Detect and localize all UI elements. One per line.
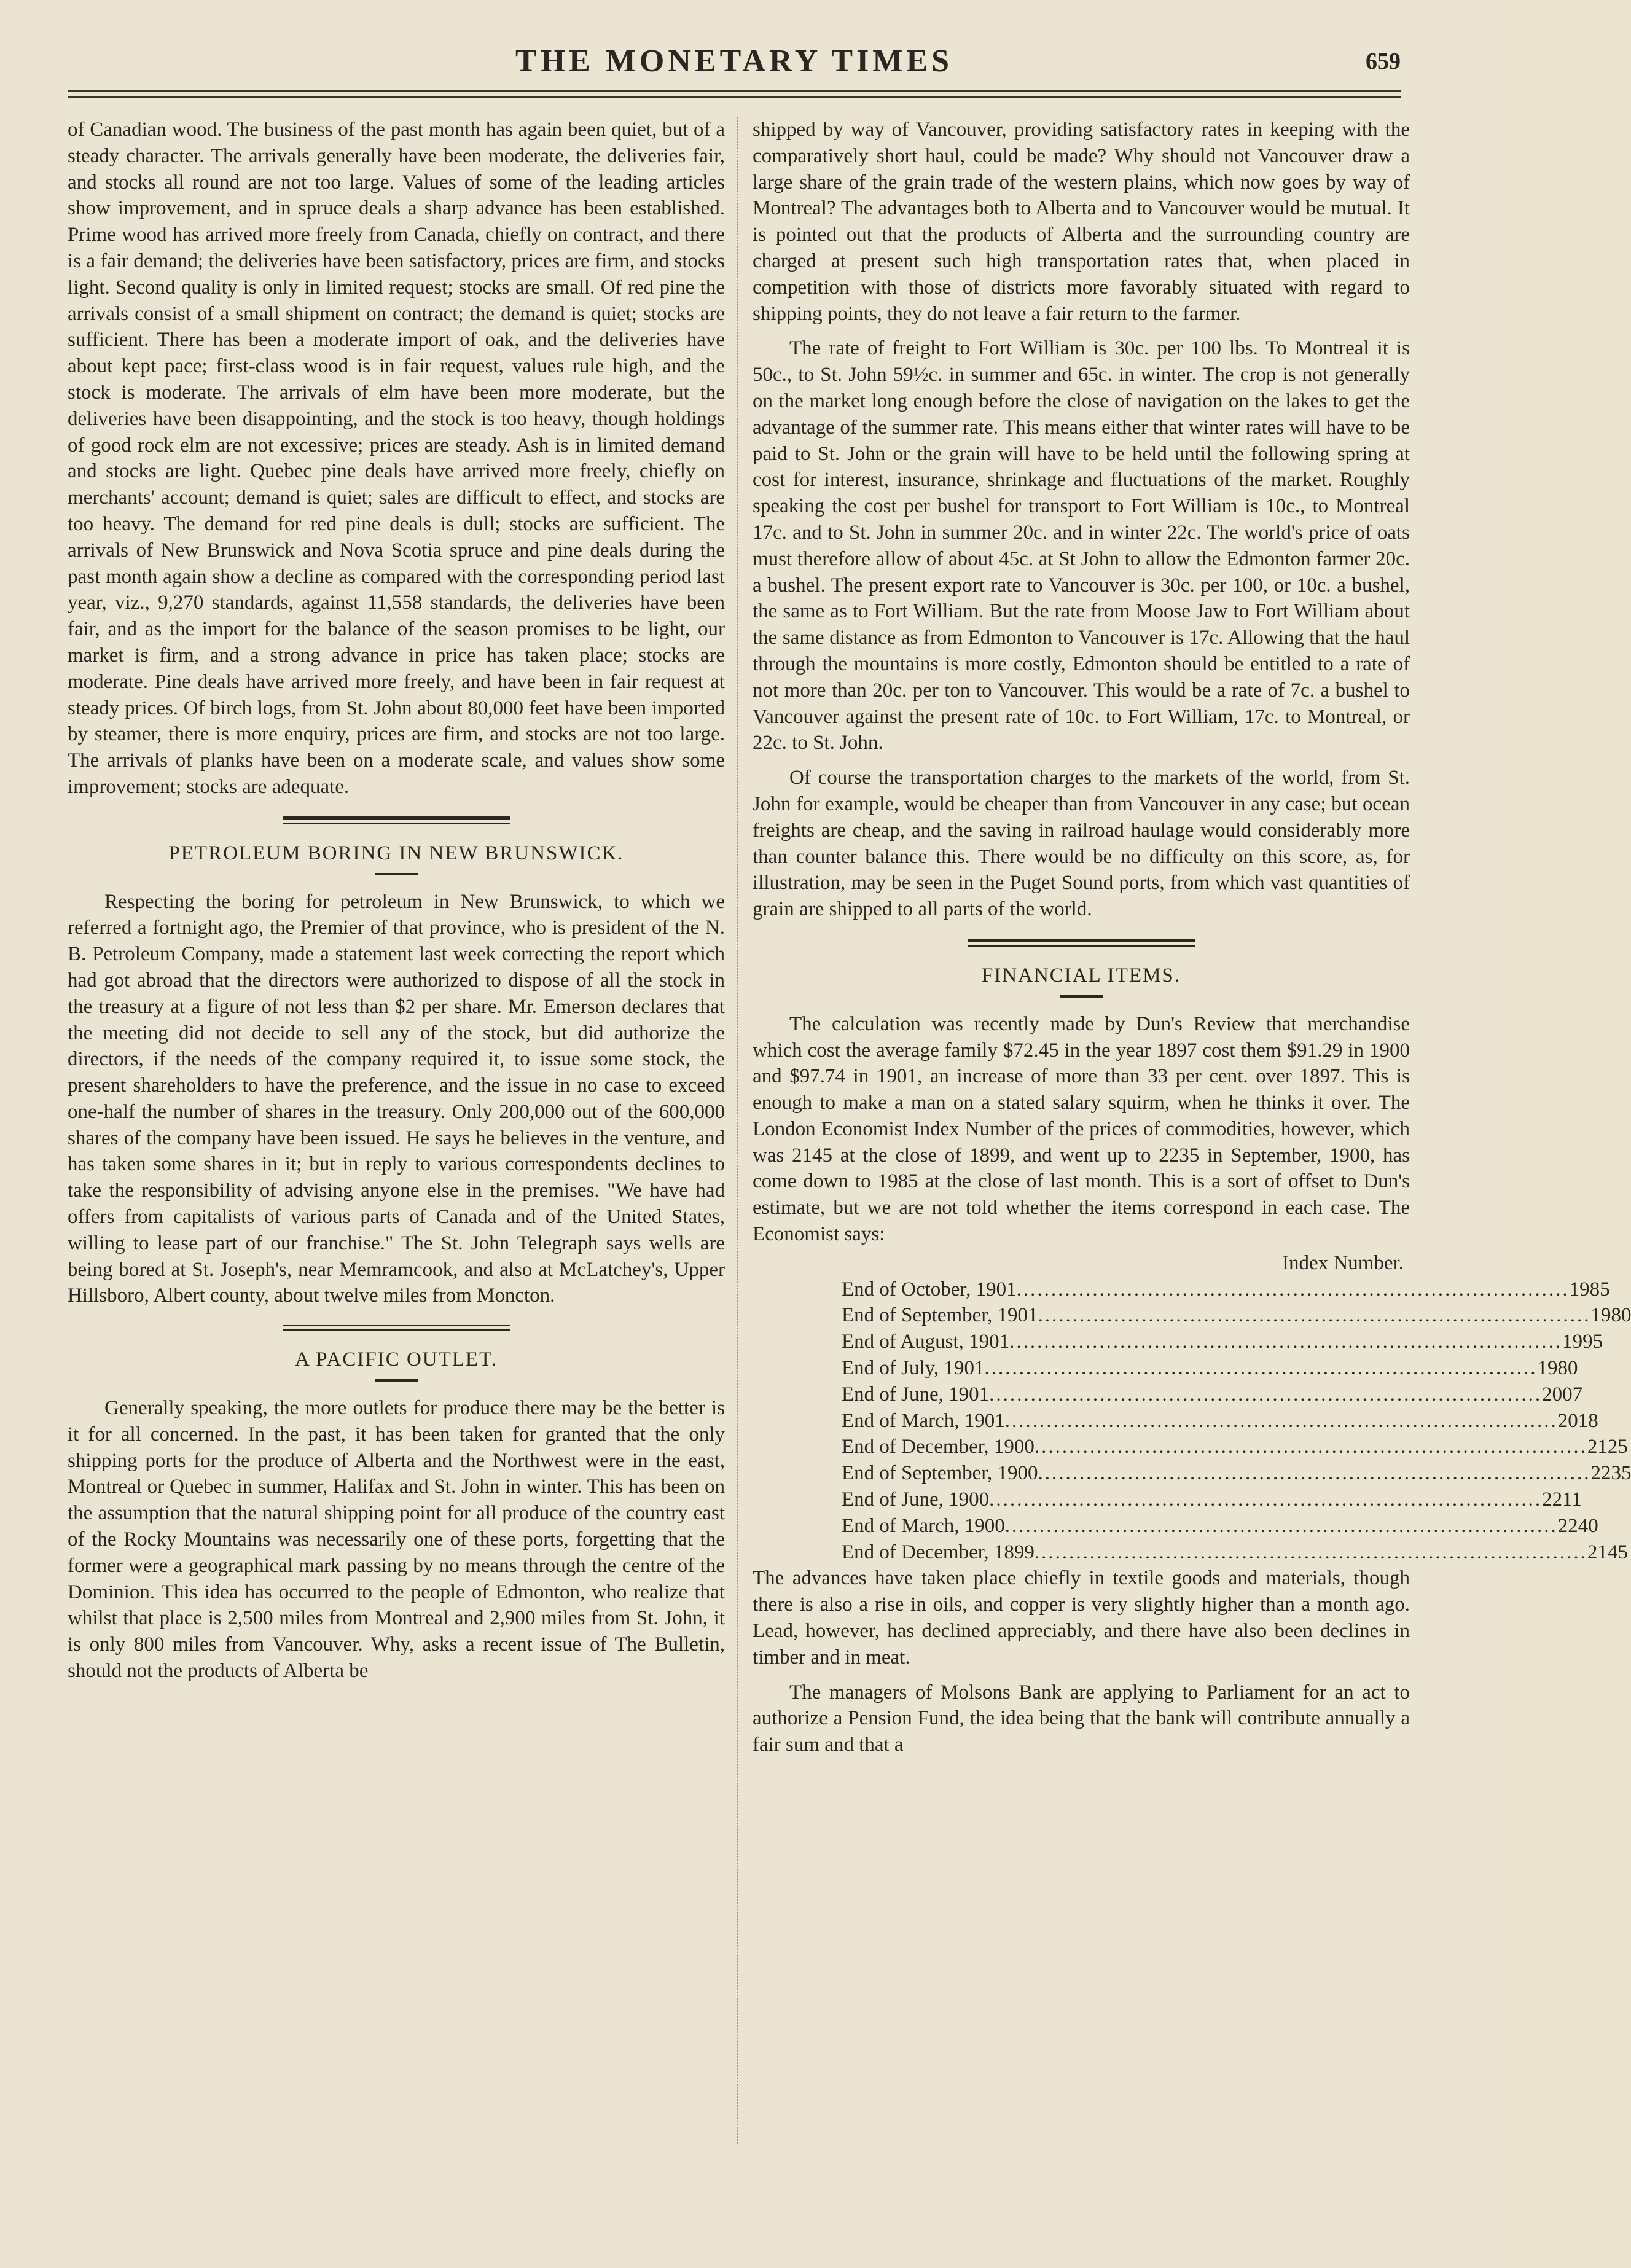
leader-dots: ................................................................................ xyxy=(1038,1304,1591,1327)
index-row-value: 1980 xyxy=(1537,1357,1578,1380)
index-row xyxy=(753,1382,1583,1408)
masthead-bar xyxy=(68,38,1401,84)
leader-dots: ................................................................................ xyxy=(984,1357,1538,1380)
column-divider xyxy=(737,117,738,2144)
index-row-label: End of August, 1901 xyxy=(842,1331,1010,1353)
index-row-value: 2240 xyxy=(1557,1514,1598,1537)
financial-after-table: The advances have taken place chiefly in textile goods and materials, though there is also a rise in oils, and copper is very slightly higher than a month ago. Lead, however, has declined appreciably, and there have also been declines in timber and in meat. xyxy=(753,1567,1410,1668)
leader-dots: ................................................................................ xyxy=(1004,1409,1558,1432)
leader-dots: ................................................................................ xyxy=(1009,1331,1563,1353)
leader-dots: ................................................................................ xyxy=(1004,1514,1558,1537)
leader-dots: ................................................................................ xyxy=(989,1488,1543,1511)
financial-intro: The calculation was recently made by Dun's Review that merchandise which cost the average family $72.45 in the year 1897 cost them $91.29 in 1900 and $97.74 in 1901, an increase of more than 33 per cent. over 1897. This is enough to make a man on a stated salary squirm, when he thinks it over. The London Economist Index Number of the prices of commodities, however, which was 2145 at the close of 1899, and went up to 2235 in September, 1900, has come down to 1985 at the close of last month. This is a sort of offset to Dun's estimate, but we are not told whether the items correspond in each case. The Economist says: xyxy=(753,1012,1410,1246)
index-row-label: End of March, 1901 xyxy=(842,1409,1005,1432)
pacific-outlet-continued: shipped by way of Vancouver, providing satisfactory rates in keeping with the comparatively short haul, could be made? Why should not Vancouver draw a large share of the grain trade of the western plains, which now goes by way of Montreal? The advantages both to Alberta and to Vancouver would be mutual. It is pointed out that the products of Alberta and the surrounding country are charged at present such high transportation rates that, when placed in competition with those of districts more favorably situated with regard to shipping points, they do not leave a fair return to the farmer. xyxy=(753,119,1410,325)
petroleum-heading: PETROLEUM BORING IN NEW BRUNSWICK. xyxy=(168,842,624,864)
heading-rule xyxy=(1060,995,1103,998)
index-row xyxy=(753,1355,1578,1382)
index-row xyxy=(753,1408,1598,1434)
section-separator xyxy=(283,1325,510,1331)
leader-dots: ................................................................................ xyxy=(1034,1436,1587,1458)
masthead-title: THE MONETARY TIMES xyxy=(515,44,953,79)
index-row xyxy=(753,1434,1628,1460)
index-row-label: End of December, 1899 xyxy=(842,1541,1035,1563)
heading-rule xyxy=(375,873,418,875)
index-row-value: 2125 xyxy=(1587,1436,1628,1458)
index-row-label: End of September, 1900 xyxy=(842,1462,1038,1485)
index-row-label: End of June, 1901 xyxy=(842,1383,990,1406)
index-number-header: Index Number. xyxy=(1282,1251,1404,1274)
index-row-label: End of September, 1901 xyxy=(842,1304,1038,1327)
section-separator xyxy=(283,816,510,824)
index-row-label: End of July, 1901 xyxy=(842,1357,985,1380)
index-row-value: 2235 xyxy=(1590,1462,1631,1485)
index-row xyxy=(753,1329,1603,1355)
leader-dots: ................................................................................ xyxy=(1034,1541,1587,1563)
index-row-value: 2145 xyxy=(1587,1541,1628,1563)
header-rule-thin xyxy=(68,96,1401,98)
index-row-label: End of June, 1900 xyxy=(842,1488,990,1511)
section-separator xyxy=(968,939,1195,947)
leader-dots: ................................................................................ xyxy=(989,1383,1543,1406)
petroleum-body: Respecting the boring for petroleum in New Brunswick, to which we referred a fortnight ago, the Premier of that province, who is president of the N. B. Petroleum Company, made a statement last week correcting the report which had got abroad that the directors were authorized to dispose of all the stock in the treasury at a figure of not less than $2 per share. Mr. Emerson declares that the meeting did not decide to sell any of the stock, but did authorize the directors, if the needs of the company required it, to issue some stock, the present shareholders to have the preference, and the issue in no case to exceed one-half the number of shares in the treasury. Only 200,000 out of the 600,000 shares of the company have been issued. He says he believes in the venture, and has taken some shares in it; but in reply to various correspondents declines to take the responsibility of advising anyone else in the premises. "We have had offers from capitalists of various parts of Canada and of the United States, willing to lease part of our franchise." The St. John Telegraph says wells are being bored at St. Joseph's, near Memramcook, and also at McLatchey's, Upper Hillsboro, Albert county, about twelve miles from Moncton. xyxy=(68,890,725,1307)
leader-dots: ................................................................................ xyxy=(1038,1462,1591,1485)
index-row-value: 1995 xyxy=(1562,1331,1603,1353)
left-column xyxy=(68,117,725,1684)
index-row xyxy=(753,1302,1631,1329)
index-row-label: End of December, 1900 xyxy=(842,1436,1035,1458)
index-number-table xyxy=(753,1277,1631,1566)
index-row-value: 2018 xyxy=(1557,1409,1598,1432)
index-row-label: End of March, 1900 xyxy=(842,1514,1005,1537)
index-row xyxy=(753,1460,1631,1487)
page-number: 659 xyxy=(1366,49,1401,74)
molsons-bank-paragraph: The managers of Molsons Bank are applying to Parliament for an act to authorize a Pension Fund, the idea being that the bank will contribute annually a fair sum and that a xyxy=(753,1681,1410,1756)
index-row-value: 1980 xyxy=(1590,1304,1631,1327)
index-row xyxy=(753,1277,1610,1303)
leader-dots: ................................................................................ xyxy=(1016,1278,1570,1300)
pacific-outlet-heading: A PACIFIC OUTLET. xyxy=(294,1348,498,1371)
index-row-value: 2211 xyxy=(1542,1488,1582,1511)
financial-items-heading: FINANCIAL ITEMS. xyxy=(981,964,1181,987)
index-row xyxy=(753,1487,1582,1513)
index-row-label: End of October, 1901 xyxy=(842,1278,1017,1300)
transport-charges-paragraph: Of course the transportation charges to the markets of the world, from St. John for example, would be cheaper than from Vancouver in any case; but ocean freights are cheap, and the saving in railroad haulage would considerably more than counter balance this. There would be no difficulty on this score, as, for illustration, may be seen in the Puget Sound ports, from which vast quantities of grain are shipped to all parts of the world. xyxy=(753,767,1410,921)
freight-rates-paragraph: The rate of freight to Fort William is 30c. per 100 lbs. To Montreal it is 50c., to St. John 59½c. in summer and 65c. in winter. The crop is not generally on the market long enough before the close of navigation on the lakes to get the advantage of the summer rate. This means either that winter rates will have to be paid to St. John or the grain will have to be held until the following spring at cost for interest, insurance, shrinkage and fluctuations of the market. Roughly speaking the cost per bushel for transport to Fort William is 10c., to Montreal 17c. and to St. John in summer 20c. and in winter 22c. The world's price of oats must therefore allow of about 45c. at St John to allow the Edmonton farmer 20c. a bushel. The present export rate to Vancouver is 30c. per 100, or 10c. a bushel, the same as to Fort William. But the rate from Moose Jaw to Fort William about the same distance as from Edmonton to Vancouver is 17c. Allowing that the haul through the mountains is more costly, Edmonton should be entitled to a rate of not more than 20c. per ton to Vancouver. This would be a rate of 7c. a bushel to Vancouver against the present rate of 10c. to Fort William, 17c. to Montreal, or 22c. to St. John. xyxy=(753,337,1410,754)
heading-rule xyxy=(375,1379,418,1382)
index-row-value: 1985 xyxy=(1569,1278,1610,1300)
timber-market-paragraph: of Canadian wood. The business of the past month has again been quiet, but of a steady character. The arrivals generally have been moderate, the deliveries fair, and stocks all round are not too large. Values of some of the leading articles show improvement, and in spruce deals a sharp advance has been established. Prime wood has arrived more freely from Canada, chiefly on contract, and there is a fair demand; the deliveries have been satisfactory, prices are firm, and stocks light. Second quality is only in limited request; stocks are small. Of red pine the arrivals consist of a small shipment on contract; the demand is quiet; stocks are sufficient. There has been a moderate import of oak, and the deliveries have about kept pace; first-class wood is in fair request, values rule high, and the stock is moderate. The arrivals of elm have been more moderate, but the deliveries have been disappointing, and the stock is too heavy, though holdings of good rock elm are not excessive; prices are steady. Ash is in limited demand and stocks are light. Quebec pine deals have arrived more freely, chiefly on merchants' account; demand is quiet; sales are difficult to effect, and stocks are too heavy. The demand for red pine deals is dull; stocks are sufficient. The arrivals of New Brunswick and Nova Scotia spruce and pine deals during the past month again show a decline as compared with the corresponding period last year, viz., 9,270 standards, against 11,558 standards, the deliveries have been fair, and as the import for the balance of the season promises to be light, our market is firm, and a strong advance in price has taken place; stocks are moderate. Pine deals have arrived more freely, and have been in fair request at steady prices. Of birch logs, from St. John about 80,000 feet have been imported by steamer, there is more enquiry, prices are firm, and stocks are not too large. The arrivals of planks have been on a moderate scale, and values show some improvement; stocks are adequate. xyxy=(68,119,725,798)
pacific-outlet-body: Generally speaking, the more outlets for produce there may be the better is it for all concerned. In the past, it has been taken for granted that the only shipping ports for the produce of Alberta and the Northwest were in the east, Montreal or Quebec in summer, Halifax and St. John in winter. This has been on the assumption that the natural shipping point for all produce of the country east of the Rocky Mountains was necessarily one of these ports, forgetting that the former were a geographical mark passing by no means through the centre of the Dominion. This idea has occurred to the people of Edmonton, who realize that whilst that place is 2,500 miles from Montreal and 2,900 miles from St. John, it is only 800 miles from Vancouver. Why, asks a recent issue of The Bulletin, should not the products of Alberta be xyxy=(68,1397,725,1683)
right-column xyxy=(753,117,1631,1758)
index-row-value: 2007 xyxy=(1542,1383,1583,1406)
header-rule-thick xyxy=(68,90,1401,92)
index-row xyxy=(753,1539,1628,1566)
index-row xyxy=(753,1513,1598,1539)
